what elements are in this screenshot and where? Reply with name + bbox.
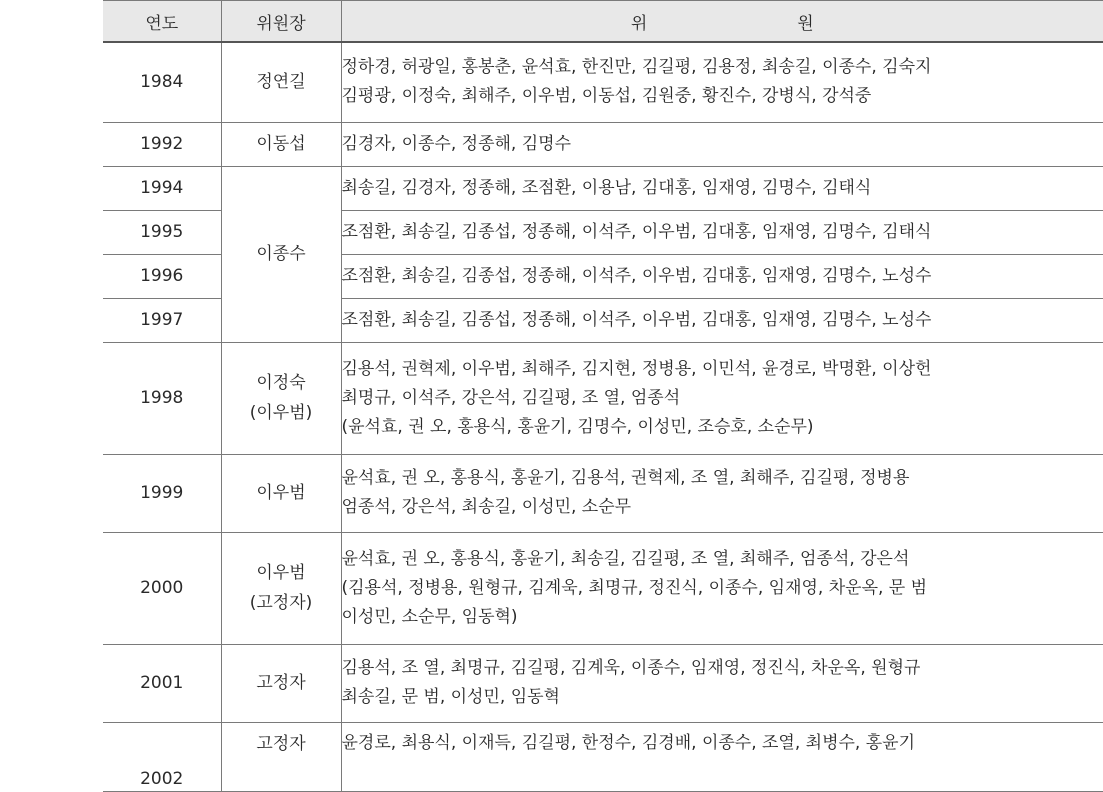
table-header-row <box>103 1 1103 43</box>
members-cell <box>341 532 1103 644</box>
members-line: 정하경, 허광일, 홍봉춘, 윤석효, 한진만, 김길평, 김용정, 최송길, 이종수, 김숙지 <box>342 53 1103 82</box>
chair-name-alt: (이우범) <box>222 398 341 428</box>
chair-cell <box>221 342 341 454</box>
members-line: 조점환, 최송길, 김종섭, 정종해, 이석주, 이우범, 김대홍, 임재영, 김명수, 노성수 <box>342 262 1103 291</box>
year-cell: 1999 <box>103 454 221 532</box>
members-line: 최명규, 이석주, 강은석, 김길평, 조 열, 엄종석 <box>342 384 1103 413</box>
year-cell: 1994 <box>103 166 221 210</box>
chair-cell <box>221 166 341 342</box>
members-cell <box>341 210 1103 254</box>
chair-name: 이동섭 <box>222 129 341 159</box>
chair-name: 고정자 <box>222 668 341 698</box>
members-line: 윤석효, 권 오, 홍용식, 홍윤기, 최송길, 김길평, 조 열, 최해주, 엄종석, 강은석 <box>342 545 1103 574</box>
chair-cell <box>221 532 341 644</box>
members-cell <box>341 644 1103 722</box>
members-cell <box>341 42 1103 122</box>
chair-name-alt: (고정자) <box>222 588 341 618</box>
header-year: 연도 <box>103 1 221 43</box>
chair-cell <box>221 722 341 791</box>
members-line: 조점환, 최송길, 김종섭, 정종해, 이석주, 이우범, 김대홍, 임재영, 김명수, 김태식 <box>342 218 1103 247</box>
table-row <box>103 722 1103 791</box>
members-line: 최송길, 김경자, 정종해, 조점환, 이용남, 김대홍, 임재영, 김명수, 김태식 <box>342 174 1103 203</box>
members-line: (윤석효, 권 오, 홍용식, 홍윤기, 김명수, 이성민, 조승호, 소순무) <box>342 413 1103 442</box>
chair-cell <box>221 122 341 166</box>
members-line: 김용석, 권혁제, 이우범, 최해주, 김지현, 정병용, 이민석, 윤경로, 박명환, 이상헌 <box>342 355 1103 384</box>
table-row <box>103 122 1103 166</box>
committee-table <box>103 0 1103 792</box>
chair-name: 고정자 <box>222 729 341 759</box>
members-line: 엄종석, 강은석, 최송길, 이성민, 소순무 <box>342 493 1103 522</box>
table-row <box>103 342 1103 454</box>
members-line: 김용석, 조 열, 최명규, 김길평, 김계욱, 이종수, 임재영, 정진식, 차운옥, 원형규 <box>342 654 1103 683</box>
chair-name: 정연길 <box>222 67 341 97</box>
year-cell: 2000 <box>103 532 221 644</box>
chair-cell <box>221 644 341 722</box>
members-line: 윤석효, 권 오, 홍용식, 홍윤기, 김용석, 권혁제, 조 열, 최해주, 김길평, 정병용 <box>342 464 1103 493</box>
table-row <box>103 166 1103 210</box>
members-line: 김경자, 이종수, 정종해, 김명수 <box>342 130 1103 159</box>
chair-name: 이정숙 <box>222 368 341 398</box>
members-cell <box>341 298 1103 342</box>
year-cell: 2001 <box>103 644 221 722</box>
year-cell: 1998 <box>103 342 221 454</box>
members-line: (김용석, 정병용, 원형규, 김계욱, 최명규, 정진식, 이종수, 임재영, 차운옥, 문 범 <box>342 574 1103 603</box>
header-chair: 위원장 <box>221 1 341 43</box>
members-line: 최송길, 문 범, 이성민, 임동혁 <box>342 683 1103 712</box>
header-members-char-1: 위 <box>631 9 647 34</box>
table-row <box>103 42 1103 122</box>
chair-name: 이종수 <box>222 239 341 269</box>
year-cell: 1995 <box>103 210 221 254</box>
members-line: 조점환, 최송길, 김종섭, 정종해, 이석주, 이우범, 김대홍, 임재영, 김명수, 노성수 <box>342 306 1103 335</box>
table-row <box>103 532 1103 644</box>
year-cell: 1996 <box>103 254 221 298</box>
members-cell <box>341 254 1103 298</box>
members-line: 윤경로, 최용식, 이재득, 김길평, 한정수, 김경배, 이종수, 조열, 최병수, 홍윤기 <box>342 729 1103 758</box>
members-cell <box>341 122 1103 166</box>
chair-name: 이우범 <box>222 558 341 588</box>
members-cell <box>341 166 1103 210</box>
members-line: 이성민, 소순무, 임동혁) <box>342 603 1103 632</box>
members-cell <box>341 342 1103 454</box>
year-cell: 1992 <box>103 122 221 166</box>
members-cell <box>341 722 1103 791</box>
year-cell: 1984 <box>103 42 221 122</box>
year-cell: 1997 <box>103 298 221 342</box>
chair-cell <box>221 42 341 122</box>
header-members-char-2: 원 <box>797 9 813 34</box>
table-row <box>103 644 1103 722</box>
chair-cell <box>221 454 341 532</box>
members-cell <box>341 454 1103 532</box>
header-members <box>341 1 1103 43</box>
chair-name: 이우범 <box>222 478 341 508</box>
table-row <box>103 454 1103 532</box>
year-cell: 2002 <box>103 722 221 791</box>
members-line: 김평광, 이정숙, 최해주, 이우범, 이동섭, 김원중, 황진수, 강병식, 강석중 <box>342 82 1103 111</box>
